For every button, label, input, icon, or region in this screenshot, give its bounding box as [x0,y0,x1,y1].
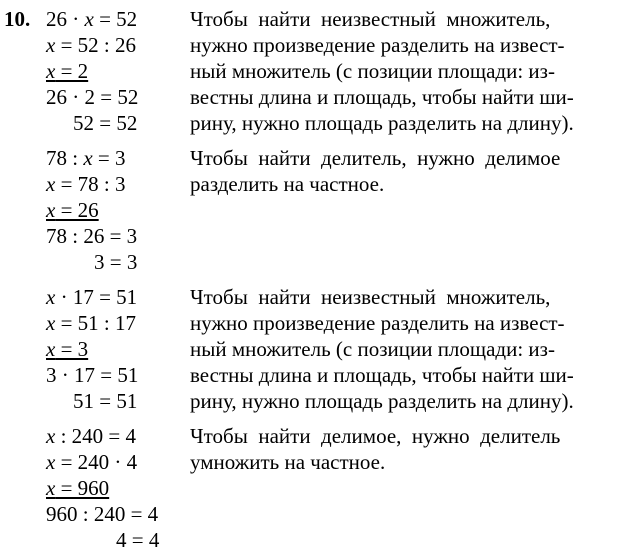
equation-line: 3 · 17 = 51 [46,363,139,387]
explanation-text [190,284,608,414]
explanation-text [190,145,608,197]
answer-line: x = 2 [46,59,89,83]
equation-line: x · 17 = 51 [46,285,138,309]
equation-line: 4 = 4 [116,528,160,552]
explanation-line: разделить на частное. [190,172,385,196]
explanation-line: Чтобы найти делимое, нужно делитель [190,424,561,448]
answer-line: x = 26 [46,198,99,222]
equation-line: 78 : x = 3 [46,146,126,170]
equation-block [46,145,137,275]
equation-line: 3 = 3 [94,250,138,274]
explanation-line: рину, нужно площадь разделить на длину). [190,389,574,413]
equation-line: x = 52 : 26 [46,33,137,57]
explanation-line: вестны длина и площадь, чтобы найти ши- [190,85,574,109]
equation-line: 26 · 2 = 52 [46,85,139,109]
equation-line: 78 : 26 = 3 [46,224,138,248]
answer-line: x = 960 [46,476,110,500]
explanation-text [190,6,608,136]
equation-block [46,284,138,414]
explanation-line: нужно произведение разделить на извест- [190,311,565,335]
explanation-line: ный множитель (с позиции площади: из- [190,337,555,361]
equation-line: 52 = 52 [73,111,138,135]
equation-block [46,423,159,553]
explanation-line: вестны длина и площадь, чтобы найти ши- [190,363,574,387]
equation-line: 960 : 240 = 4 [46,502,159,526]
equation-line: x = 78 : 3 [46,172,126,196]
explanation-line: нужно произведение разделить на извест- [190,33,565,57]
equation-line: 26 · x = 52 [46,7,138,31]
explanation-text [190,423,608,475]
equation-line: x = 240 · 4 [46,450,138,474]
answer-line: x = 3 [46,337,89,361]
explanation-line: рину, нужно площадь разделить на длину). [190,111,574,135]
explanation-line: Чтобы найти неизвестный множитель, [190,7,551,31]
equation-line: x : 240 = 4 [46,424,137,448]
explanation-line: умножить на частное. [190,450,386,474]
explanation-line: Чтобы найти неизвестный множитель, [190,285,551,309]
equation-line: 51 = 51 [73,389,138,413]
task-number: 10. [4,7,31,31]
explanation-line: ный множитель (с позиции площади: из- [190,59,555,83]
explanation-line: Чтобы найти делитель, нужно делимое [190,146,561,170]
equation-block [46,6,138,136]
equation-line: x = 51 : 17 [46,311,137,335]
